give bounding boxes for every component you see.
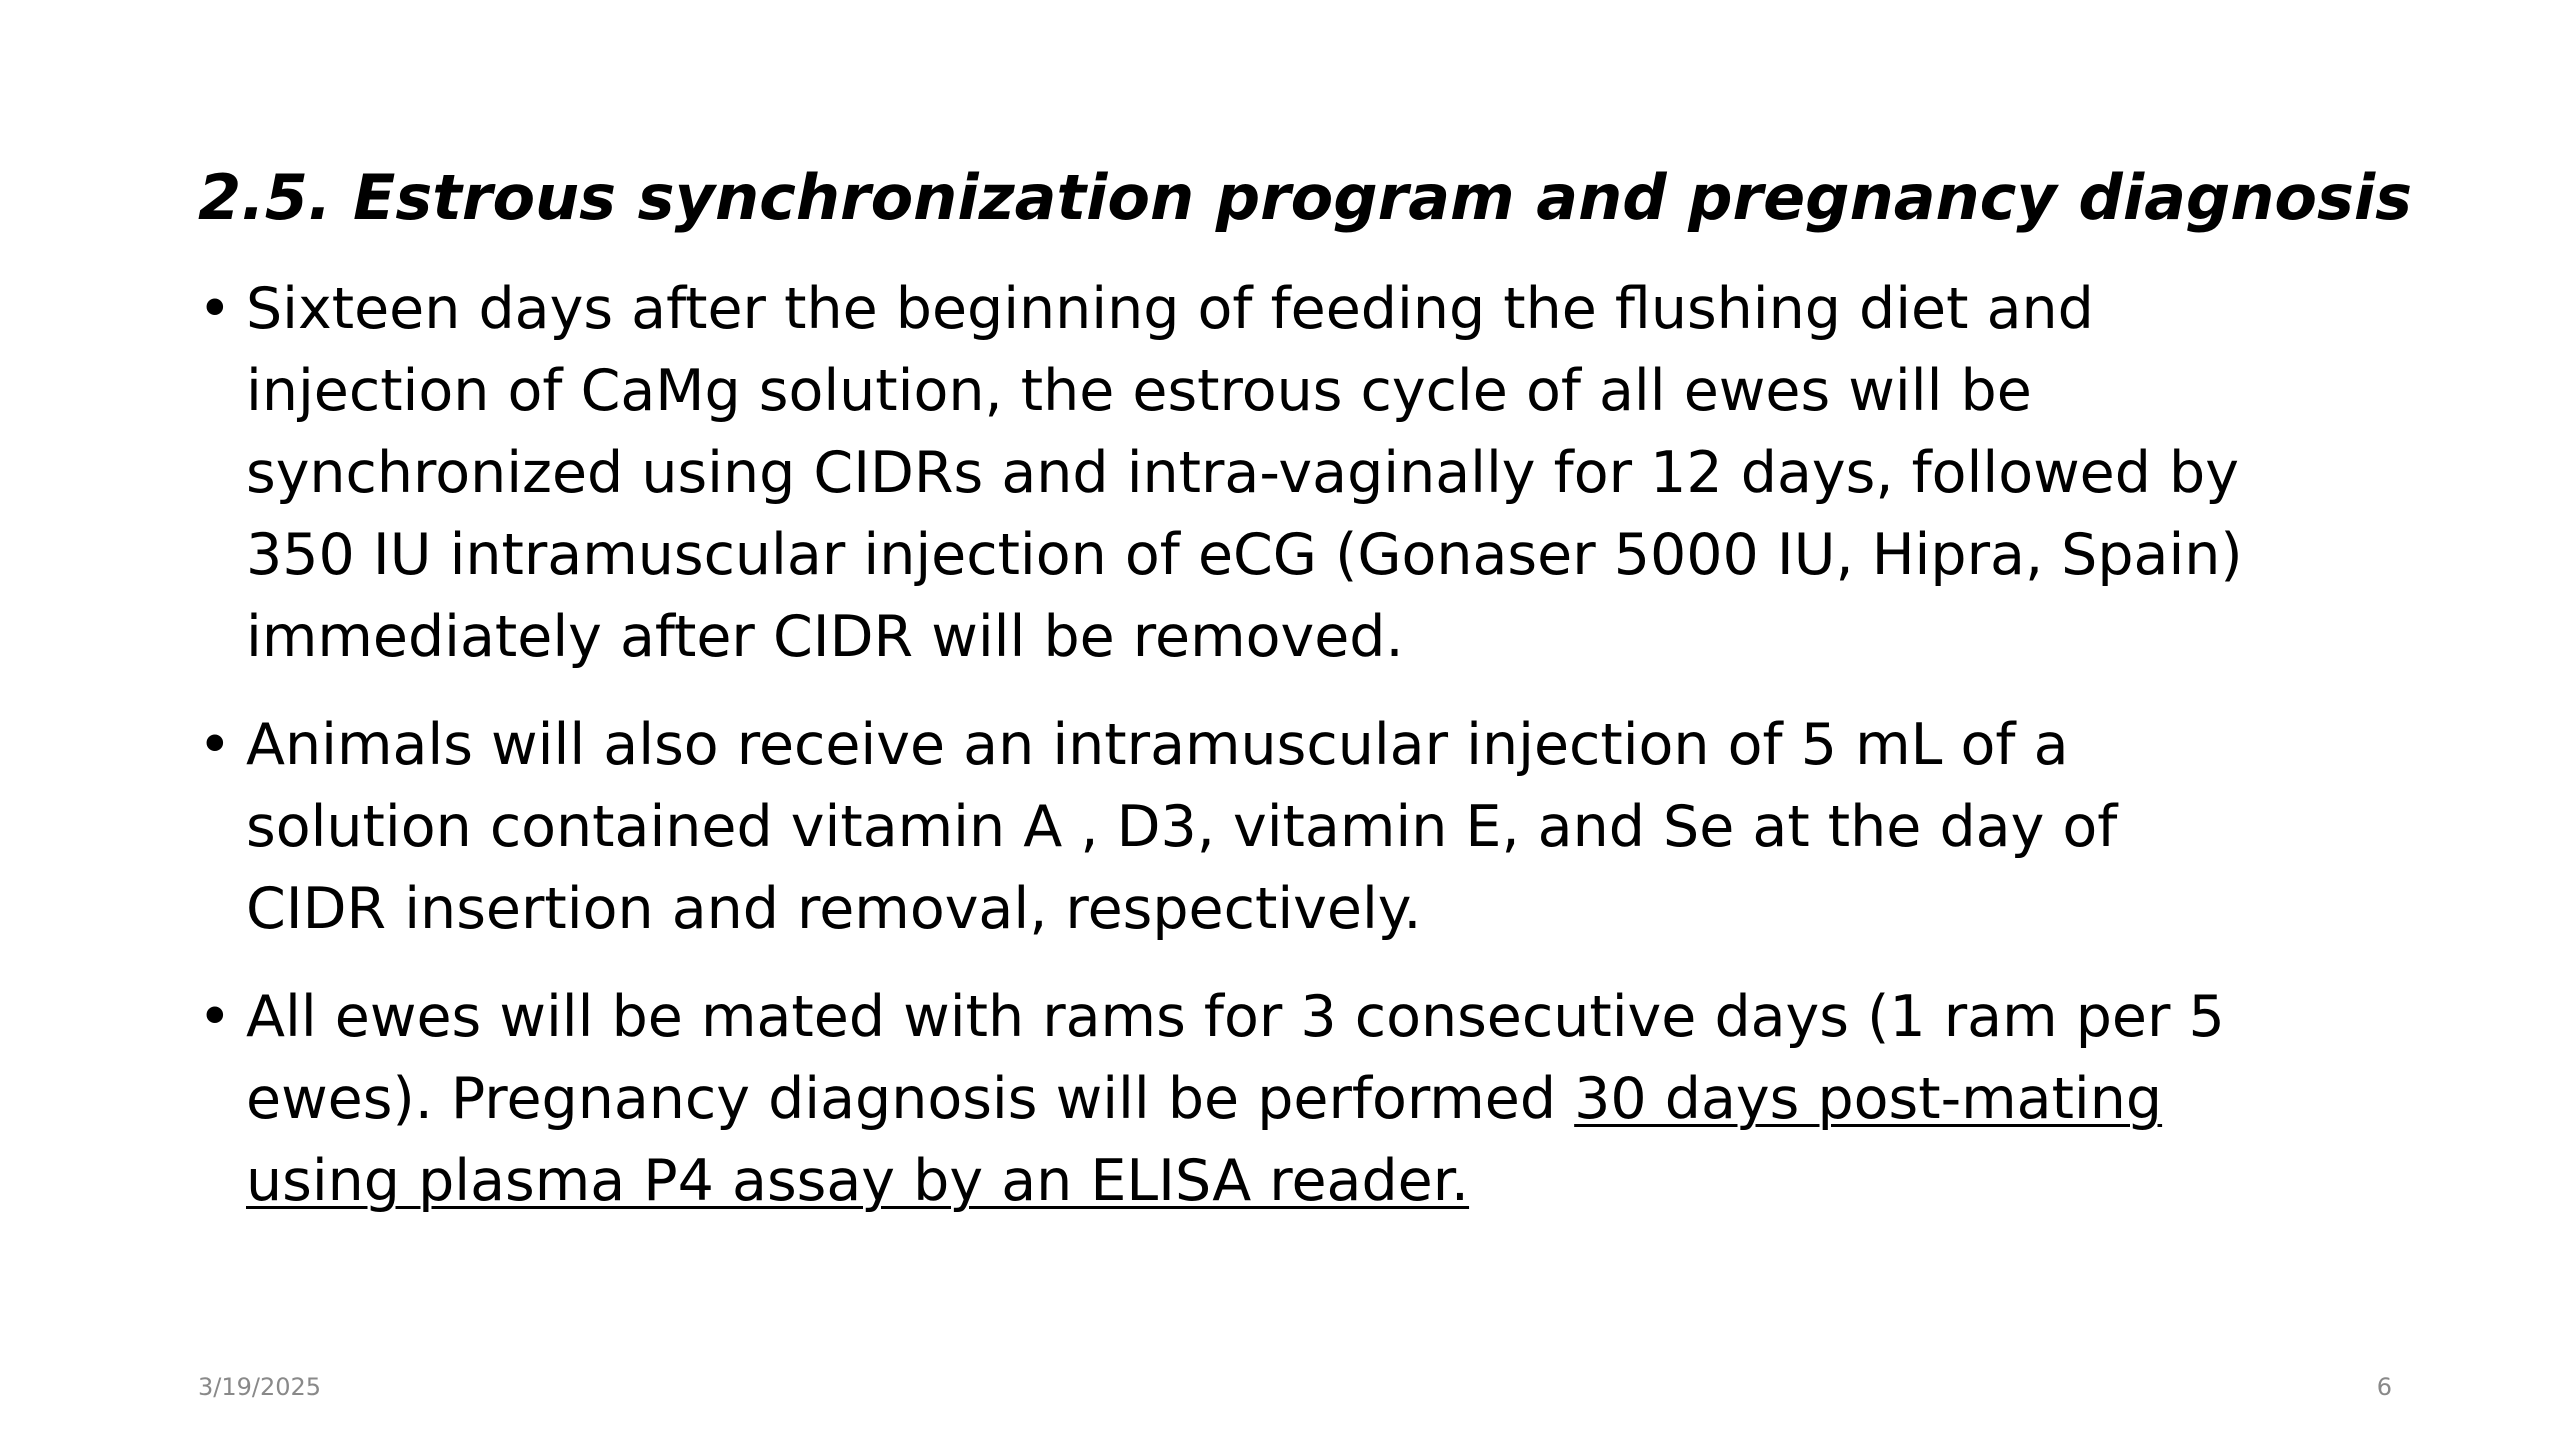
bullet-1-line-5: immediately after CIDR will be removed. xyxy=(246,604,1404,670)
footer-date: 3/19/2025 xyxy=(198,1373,322,1401)
bullet-list xyxy=(198,268,2438,1248)
bullet-3-line-1: All ewes will be mated with rams for 3 consecutive days (1 ram per 5 xyxy=(246,984,2225,1050)
bullet-icon: • xyxy=(198,984,232,1050)
bullet-3-line-3 xyxy=(246,1140,2438,1222)
underlined-text-elisa: using plasma P4 assay by an ELISA reader. xyxy=(246,1148,1470,1214)
bullet-1-line-4: 350 IU intramuscular injection of eCG (Gonaser 5000 IU, Hipra, Spain) xyxy=(246,522,2243,588)
bullet-item-3 xyxy=(198,976,2438,1222)
bullet-2-line-2: solution contained vitamin A , D3, vitamin E, and Se at the day of xyxy=(246,794,2118,860)
underlined-text-post-mating: 30 days post-mating xyxy=(1574,1066,2163,1132)
bullet-3-line-2-text: ewes). Pregnancy diagnosis will be performed xyxy=(246,1066,1575,1132)
bullet-icon: • xyxy=(198,276,232,342)
bullet-2-line-1: Animals will also receive an intramuscular injection of 5 mL of a xyxy=(246,712,2069,778)
bullet-item-1 xyxy=(198,268,2438,678)
bullet-1-line-2: injection of CaMg solution, the estrous cycle of all ewes will be xyxy=(246,358,2032,424)
bullet-1-line-3: synchronized using CIDRs and intra-vaginally for 12 days, followed by xyxy=(246,440,2239,506)
slide-number: 6 xyxy=(2376,1373,2392,1401)
slide-title: 2.5. Estrous synchronization program and pregnancy diagnosis xyxy=(198,161,2413,234)
bullet-1-line-1: Sixteen days after the beginning of feeding the flushing diet and xyxy=(246,276,2094,342)
bullet-icon: • xyxy=(198,712,232,778)
bullet-item-2 xyxy=(198,704,2438,950)
bullet-2-line-3: CIDR insertion and removal, respectively. xyxy=(246,876,1422,942)
bullet-3-line-2 xyxy=(246,1058,2438,1140)
